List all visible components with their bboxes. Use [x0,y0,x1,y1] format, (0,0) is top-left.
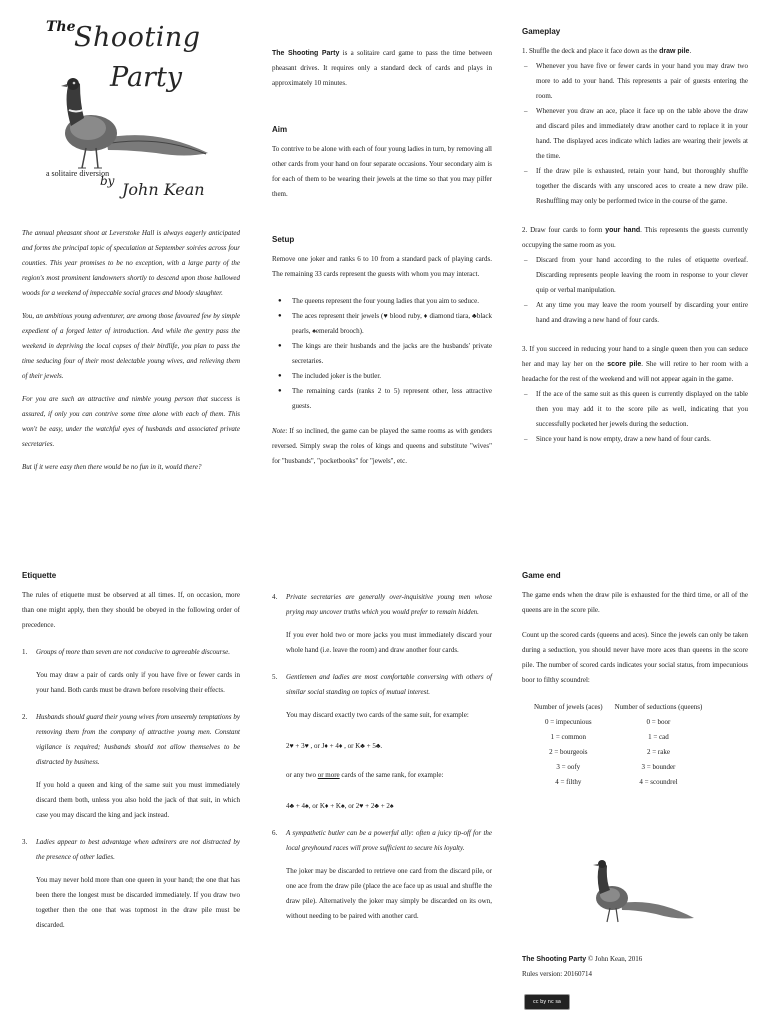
logo-author: John Kean [122,180,205,199]
table-cell: 4 = filthy [555,778,582,786]
setup-note [272,424,492,469]
gameplay-section [522,44,748,447]
rule-text: You may never hold more than one queen in your hand; the one that has been there the longest must be discarded immediately. If you draw two together then the one that was topmost in the draw pile must be discarded. [36,876,240,929]
rule-example: 2♥ + 3♥ , or J♦ + 4♦ , or K♣ + 5♣. [286,742,383,750]
draw-pile-term: draw pile [659,48,690,55]
score-pile-term: score pile [607,361,642,368]
gameplay-heading: Gameplay [522,27,561,36]
your-hand-term: your hand [605,227,641,234]
rule-text: If you ever hold two or more jacks you must immediately discard your whole hand (i.e. leave the room) and draw another four cards. [286,631,492,654]
list-item: – Whenever you draw an ace, place it face up on the table above the draw and discard piles and immediately draw another card to replace it in your hand. The displayed aces indicate which ladies are wearing their jewels at the time. [522,104,748,164]
underlined-text: or more [317,771,340,779]
etiquette-rule-2 [22,710,240,823]
rule-text [286,768,492,783]
table-cell: 3 = oofy [556,763,581,771]
aim-heading: Aim [272,125,288,134]
gameplay-step-1 [522,44,748,59]
step-text: 1. Shuffle the deck and place it face down as the [522,47,660,55]
rule-maxim: Gentlemen and ladies are most comfortable conversing with others of similar social standing on topics of mutual interest. [286,673,492,696]
table-cell: 2 = rake [646,748,670,756]
step-text: 3. If you succeed in reducing your hand to a single queen then you can seduce her and may lay her on the [522,345,748,368]
logo-by: by [100,174,115,188]
rules-version: Rules version: 20160714 [522,970,592,978]
copyright-text: © John Kean, 2016 [586,955,643,963]
etiquette-rule-5 [272,670,492,814]
text-span: or any two [286,771,318,779]
rule-number: 3. [22,838,28,846]
intro-story [22,226,240,475]
etiquette-rule-1 [22,645,240,698]
aim-text: To contrive to be alone with each of four young ladies in turn, by removing all other cards from your hand on four separate occasions. Your secondary aim is for each of them to be wearing their jewels at the time so that you may pilfer them. [272,145,492,198]
note-label: Note [272,427,286,435]
table-cell: 0 = boor [646,718,671,726]
rule-maxim: Private secretaries are generally over-inquisitive young men whose prying may uncover truths which you would prefer to remain hidden. [286,593,492,616]
table-cell: 0 = impecunious [544,718,592,726]
list-item: – Discard from your hand according to the rules of etiquette overleaf. Discarding represents people leaving the room in response to your clever quip or verbal manipulation. [522,253,748,298]
etiquette-continued [272,590,492,924]
setup-text: Remove one joker and ranks 6 to 10 from a standard pack of playing cards. The remaining 33 cards represent the guests with whom you may interact. [272,255,492,278]
rule-number: 1. [22,648,28,656]
table-row [534,760,714,775]
list-item: – Whenever you have five or fewer cards in your hand you may draw two more to add to your hand. This represents a pair of guests entering the room. [522,59,748,104]
rule-maxim: Ladies appear to best advantage when admirers are not distracted by the presence of other ladies. [36,838,240,861]
pheasant-icon [586,848,696,930]
game-end-scoring: Count up the scored cards (queens and aces). Since the jewels can only be taken during a seduction, you should never have more aces than queens in the score pile. The number of scored cards indicates your social status, from impecunious boor to filthy scoundrel: [522,631,748,684]
rule-maxim: Husbands should guard their young wives from unseemly temptations by removing them from the company of attractive young men. Constant vigilance is required; husbands should not allow themselves to be distracted by business. [36,713,240,766]
gameplay-step-3 [522,342,748,387]
step-text: . [689,47,692,55]
rule-text: The joker may be discarded to retrieve one card from the discard pile, or one ace from the draw pile (place the ace face up as usual and shuffle the draw pile). Alternatively the joker may simply be discarded on its own, without needing to be paired with another card. [286,867,492,920]
score-table [534,700,714,790]
list-item: – If the ace of the same suit as this queen is currently displayed on the table then you may add it to the score pile as well, indicating that you successfully pocketed her jewels during the seduction. [522,387,748,432]
game-end-section [522,588,748,790]
table-cell: 4 = scoundrel [639,778,678,786]
intro-paragraph: For you are such an attractive and nimble young person that success is assured, if only you can contrive some time alone with each of them. This won't be easy, under the watchful eyes of husbands and associated private secretaries. [22,395,240,448]
logo-title-party: Party [110,62,183,93]
note-text: : If so inclined, the game can be played the same rooms as with genders reversed. Simply swap the roles of kings and queens and substitute "wives" for "husbands", "pocketbooks" for "jewels", etc. [272,427,492,465]
setup-list [272,294,492,414]
table-cell: 2 = bourgeois [549,748,588,756]
list-item: ● The remaining cards (ranks 2 to 5) represent other, less attractive guests. [272,384,492,414]
list-item: ● The kings are their husbands and the jacks are the husbands' private secretaries. [272,339,492,369]
list-item: – If the draw pile is exhausted, retain your hand, but thoroughly shuffle together the discards with any unscored aces to create a new draw pile. Reshuffling may only be performed twice in the course of the game. [522,164,748,209]
table-cell: 3 = bounder [641,763,676,771]
gameplay-step-2 [522,223,748,253]
list-item: ● The aces represent their jewels (♥ blood ruby, ♦ diamond tiara, ♣black pearls, ♠emerald brooch). [272,309,492,339]
etiquette-heading: Etiquette [22,571,57,580]
rule-example: 4♣ + 4♠, or K♦ + K♠, or 2♥ + 2♣ + 2♠ [286,802,394,810]
rule-number: 5. [272,673,278,681]
game-description-text: is a solitaire card game to pass the time between pheasant drives. It requires only a standard deck of cards and plays in approximately 10 minutes. [272,49,493,87]
etiquette-rule-6 [272,826,492,924]
rule-maxim: A sympathetic butler can be a powerful ally: often a juicy tip-off for the local greyhound races will prove sufficient to secure his loyalty. [286,829,492,852]
gameplay-step-2-list [522,253,748,328]
step-text: . This represents the guests currently occupying the same room as you. [522,226,748,249]
footer [522,952,748,982]
etiquette-intro: The rules of etiquette must be observed at all times. If, on occasion, more than one might apply, then they should be obeyed in the following order of precedence. [22,591,240,629]
rule-text: You may discard exactly two cards of the same suit, for example: [286,711,469,719]
game-description [272,46,492,91]
rule-number: 2. [22,713,28,721]
gameplay-step-1-list [522,59,748,209]
game-end-text: The game ends when the draw pile is exhausted for the third time, or all of the queens are in the score pile. [522,591,748,614]
footer-title: The Shooting Party [522,956,587,963]
list-item: – Since your hand is now empty, draw a new hand of four cards. [522,432,748,447]
table-header-row [534,700,714,715]
step-text: . She will retire to her room with a headache for the rest of the weekend and will not appear again in the game. [522,360,748,383]
game-name: The Shooting Party [272,50,340,57]
table-cell: 1 = common [550,733,587,741]
table-row [534,775,714,790]
logo-title-shooting: Shooting [74,22,201,53]
table-row [534,745,714,760]
etiquette-section [22,588,240,933]
title-logo [36,18,212,203]
text-span: cards of the same rank, for example: [339,771,444,779]
table-row [534,730,714,745]
intro-paragraph: The annual pheasant shoot at Leverstoke Hall is always eagerly anticipated and forms the principal topic of speculation at September soirées across four counties. This year promises to be no exception, with a large party of the region's most prominent landowners shortly to descend upon those hallowed woods for a weekend of impeccable social graces and bloody slaughter. [22,229,240,297]
step-text: 2. Draw four cards to form [522,226,606,234]
gameplay-step-3-list [522,387,748,447]
rule-text: You may draw a pair of cards only if you have five or fewer cards in your hand. Both cards must be drawn before resolving their effects. [36,671,240,694]
overview-column [272,46,492,91]
intro-paragraph: But if it were easy then there would be no fun in it, would there? [22,463,202,471]
logo-title-the: The [46,19,76,35]
logo-subtitle: a solitaire diversion [46,169,110,178]
list-item: ● The queens represent the four young ladies that you aim to seduce. [272,294,492,309]
rule-number: 6. [272,829,278,837]
table-row [534,715,714,730]
etiquette-rule-3 [22,835,240,933]
aim-section [272,142,492,202]
setup-heading: Setup [272,235,295,244]
table-cell: 1 = cad [648,733,669,741]
rule-text: If you hold a queen and king of the same suit you must immediately discard them both, unless you also hold the jack of that suit, in which case you may discard the king and jack instead. [36,781,240,819]
copyright-line [522,952,748,967]
intro-paragraph: You, an ambitious young adventurer, are among those favoured few by simple expedient of a forged letter of introduction. And while the gentry pass the weekend in depriving the local copses of their birdlife, you plan to pass the time seducing four of their most delectable young wives, and relieving them of their jewels. [22,312,240,380]
rule-number: 4. [272,593,278,601]
list-item: ● The included joker is the butler. [272,369,492,384]
game-end-heading: Game end [522,571,561,580]
list-item: – At any time you may leave the room yourself by discarding your entire hand and drawing a new hand of four cards. [522,298,748,328]
jewels-header: Number of jewels (aces) [534,703,603,711]
seductions-header: Number of seductions (queens) [614,703,703,711]
setup-section [272,252,492,469]
etiquette-rule-4 [272,590,492,658]
license-badge-text: cc by nc sa [533,999,561,1005]
rule-maxim: Groups of more than seven are not conducive to agreeable discourse. [36,648,230,656]
cc-license-badge[interactable] [524,994,570,1010]
